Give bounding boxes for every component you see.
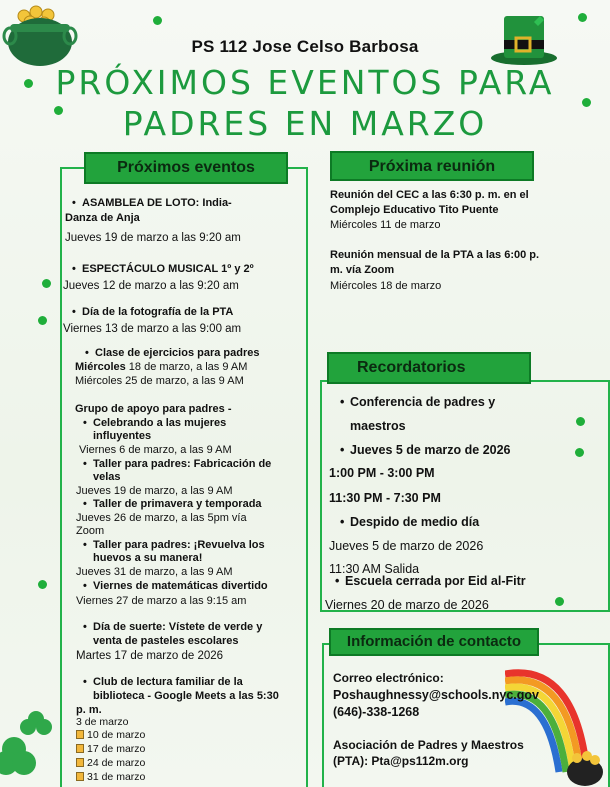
event-title-cont: huevos a su manera! — [93, 552, 203, 564]
reminders-header: Recordatorios — [327, 352, 531, 384]
calendar-date-row: 24 de marzo — [76, 757, 145, 770]
support-group-title: Grupo de apoyo para padres - — [75, 403, 232, 415]
event-date: Jueves 19 de marzo a las 9:20 am — [65, 232, 241, 244]
reminder-item: • Escuela cerrada por Eid al-Fitr — [345, 572, 526, 590]
reminder-date: Jueves 5 de marzo de 2026 — [329, 539, 484, 553]
upcoming-events-header: Próximos eventos — [84, 152, 288, 184]
decor-dot — [38, 580, 47, 589]
reminder-item: • Conferencia de padres y — [350, 393, 495, 411]
event-item: • ESPECTÁCULO MUSICAL 1º y 2º — [82, 262, 254, 276]
event-item: • Taller para padres: Fabricación de — [93, 457, 271, 471]
reminder-time: 1:00 PM - 3:00 PM — [329, 466, 435, 480]
event-title-cont: Danza de Anja — [65, 212, 140, 224]
event-item: • Club de lectura familiar de la — [93, 675, 243, 689]
decor-dot — [42, 279, 51, 288]
event-date: Jueves 12 de marzo a las 9:20 am — [63, 280, 239, 292]
page-title-line1: PRÓXIMOS EVENTOS PARA — [55, 63, 555, 102]
event-item: • Día de la fotografía de la PTA — [82, 305, 233, 319]
reminder-date: • Jueves 5 de marzo de 2026 — [350, 441, 511, 459]
school-name: PS 112 Jose Celso Barbosa — [191, 37, 419, 56]
reminder-item-cont: maestros — [350, 419, 406, 433]
event-item: • Día de suerte: Vístete de verde y — [93, 620, 262, 634]
decor-dot — [153, 16, 162, 25]
event-date: Jueves 26 de marzo, a las 5pm vía — [76, 512, 247, 524]
event-item: • ASAMBLEA DE LOTO: India- — [82, 196, 232, 210]
calendar-icon — [76, 758, 84, 767]
event-item: • Clase de ejercicios para padres — [95, 346, 259, 360]
calendar-icon — [76, 730, 84, 739]
event-item: • Viernes de matemáticas divertido — [93, 579, 268, 593]
shamrock-icon — [0, 705, 60, 785]
rainbow-icon — [505, 662, 610, 787]
decor-dot — [578, 13, 587, 22]
event-date: Viernes 6 de marzo, a las 9 AM — [79, 444, 232, 456]
event-item: • Taller para padres: ¡Revuelva los — [93, 538, 265, 552]
event-title-cont: venta de pasteles escolares — [93, 635, 239, 647]
event-date: Jueves 19 de marzo, a las 9 AM — [76, 485, 233, 497]
event-title-cont: influyentes — [93, 430, 152, 442]
event-title-cont: velas — [93, 471, 121, 483]
event-date: Viernes 27 de marzo a las 9:15 am — [76, 595, 247, 607]
event-date: Miércoles 25 de marzo, a las 9 AM — [75, 375, 244, 387]
calendar-date-row: 31 de marzo — [76, 771, 145, 784]
event-date-cont: Zoom — [76, 525, 105, 537]
pta-email[interactable]: (PTA): Pta@ps112m.org — [333, 754, 469, 768]
event-title-cont: biblioteca - Google Meets a las 5:30 — [93, 690, 279, 702]
decor-dot — [38, 316, 47, 325]
meeting-title: Reunión mensual de la PTA a las 6:00 p. — [330, 249, 540, 261]
meeting-date: Miércoles 18 de marzo — [330, 280, 442, 292]
event-date: Viernes 13 de marzo a las 9:00 am — [63, 323, 242, 335]
calendar-icon — [76, 744, 84, 753]
contact-header: Información de contacto — [329, 628, 539, 656]
meeting-title-cont: m. vía Zoom — [330, 264, 395, 276]
event-date: Jueves 31 de marzo, a las 9 AM — [76, 566, 233, 578]
email-address[interactable]: Poshaughnessy@schools.nyc.gov — [333, 688, 539, 702]
next-meeting-header: Próxima reunión — [330, 151, 534, 181]
meeting-title-cont: Complejo Educativo Tito Puente — [330, 204, 499, 216]
pot-of-gold-icon — [2, 2, 78, 70]
reminder-time: 11:30 PM - 7:30 PM — [329, 491, 441, 505]
phone-number[interactable]: (646)-338-1268 — [333, 705, 420, 719]
event-date: Miércoles 18 de marzo, a las 9 AM — [75, 361, 248, 373]
event-date: 3 de marzo — [76, 716, 129, 728]
event-date: Martes 17 de marzo de 2026 — [76, 650, 224, 662]
event-item: • Celebrando a las mujeres — [93, 416, 226, 430]
calendar-date-row: 10 de marzo — [76, 729, 145, 742]
meeting-date: Miércoles 11 de marzo — [330, 219, 441, 231]
reminder-time: 11:30 AM Salida — [329, 562, 420, 576]
calendar-icon — [76, 772, 84, 781]
event-title-cont: p. m. — [76, 704, 102, 716]
pta-label: Asociación de Padres y Maestros — [333, 738, 524, 752]
reminder-item: • Despido de medio día — [350, 513, 479, 531]
calendar-date-row: 17 de marzo — [76, 743, 145, 756]
meeting-title: Reunión del CEC a las 6:30 p. m. en el — [330, 189, 529, 201]
reminder-date: Viernes 20 de marzo de 2026 — [325, 598, 489, 612]
event-item: • Taller de primavera y temporada — [93, 497, 262, 511]
page-title-line2: PADRES EN MARZO — [122, 104, 488, 143]
email-label: Correo electrónico: — [333, 671, 444, 685]
